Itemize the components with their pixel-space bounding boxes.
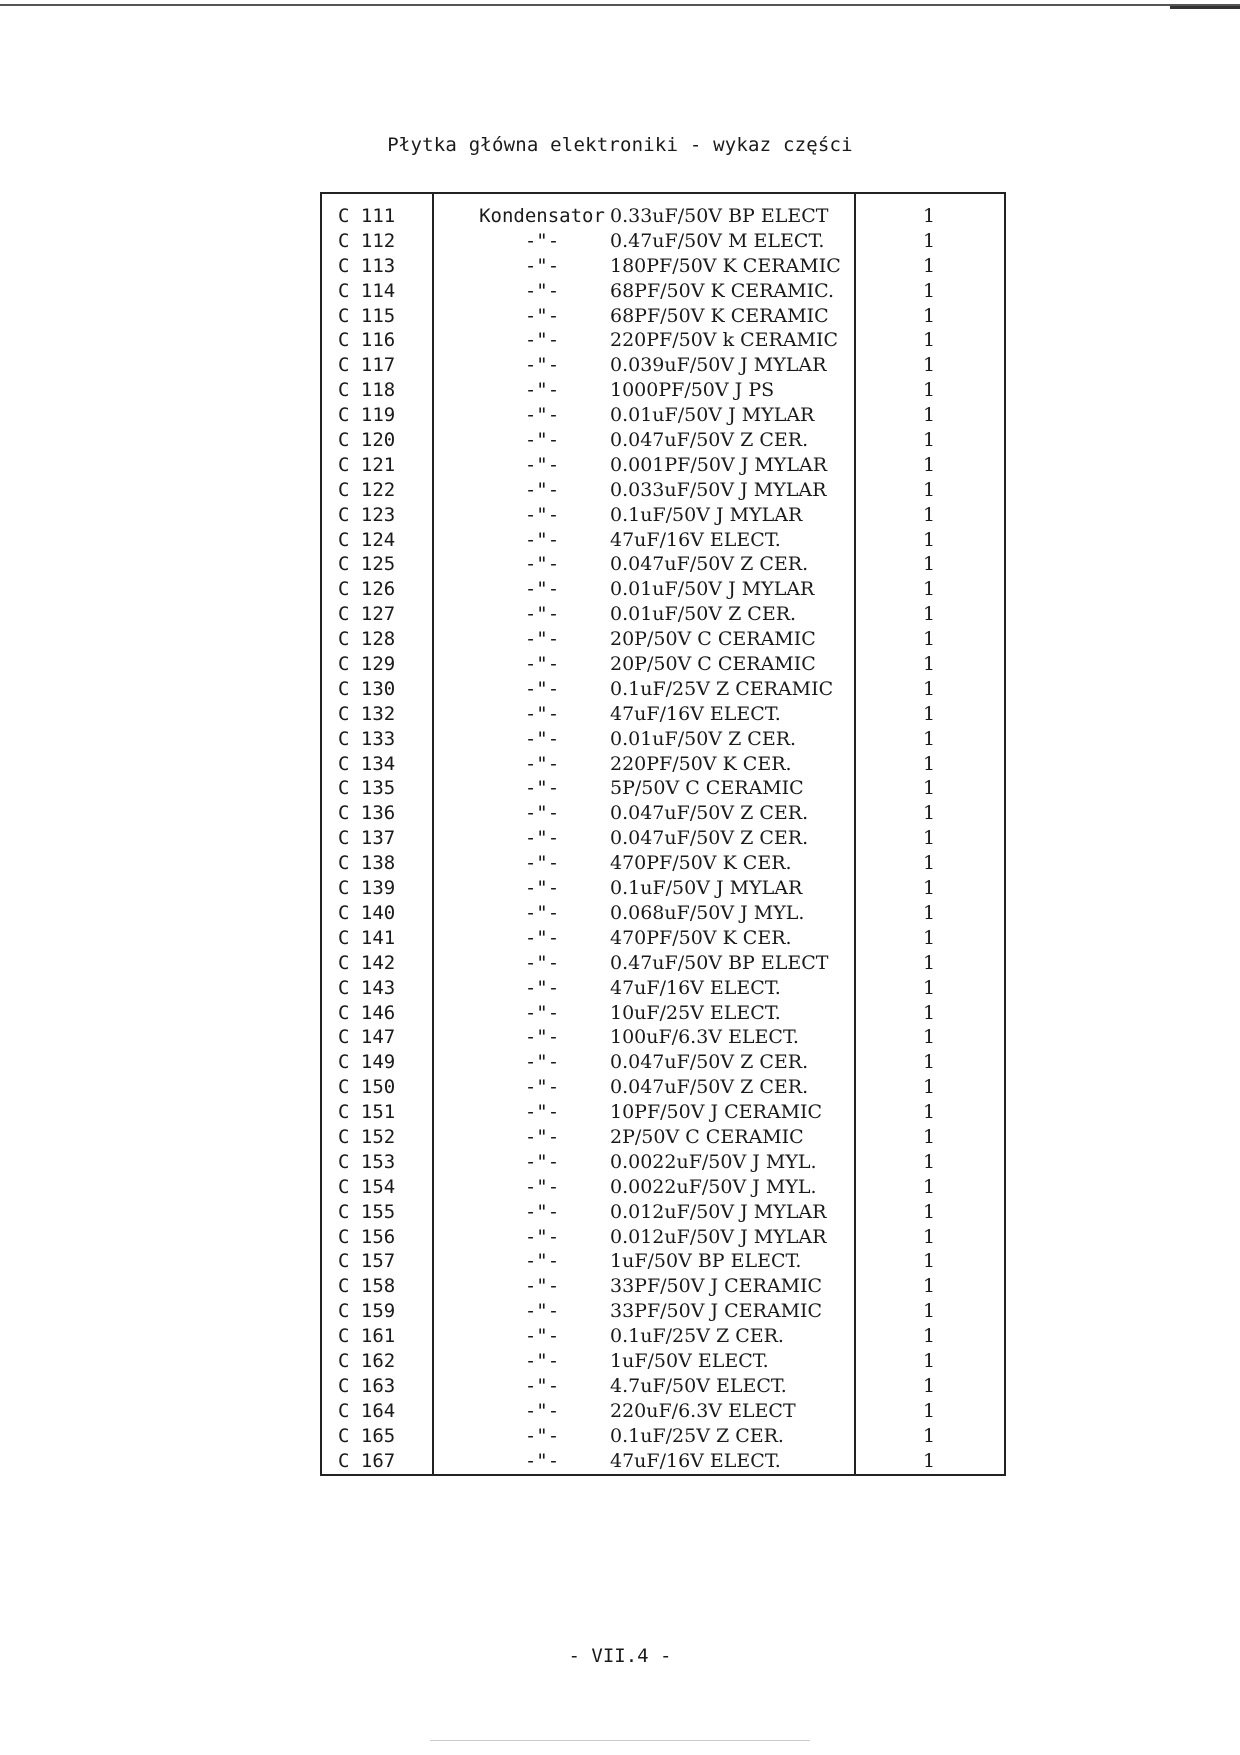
part-reference: C 113 [338, 254, 396, 277]
part-quantity: 1 [922, 1424, 936, 1447]
table-row [322, 1424, 1004, 1449]
part-value: 220PF/50V k CERAMIC [610, 329, 839, 352]
part-reference: C 163 [338, 1374, 396, 1397]
page-number: - VII.4 - [568, 1645, 672, 1667]
part-type: -"- [524, 1026, 560, 1049]
table-row [322, 652, 1004, 677]
part-value: 0.1uF/50V J MYLAR [610, 503, 803, 526]
part-reference: C 146 [338, 1001, 396, 1024]
part-reference: C 156 [338, 1225, 396, 1248]
part-quantity: 1 [922, 254, 936, 277]
table-row [322, 627, 1004, 652]
part-reference: C 159 [338, 1300, 396, 1323]
table-row [322, 776, 1004, 801]
table-row [322, 976, 1004, 1001]
part-type: -"- [524, 503, 560, 526]
part-type: -"- [524, 628, 560, 651]
part-quantity: 1 [922, 802, 936, 825]
part-reference: C 135 [338, 777, 396, 800]
part-value: 0.33uF/50V BP ELECT [610, 205, 829, 227]
part-type: -"- [524, 951, 560, 974]
part-quantity: 1 [922, 1325, 936, 1348]
part-quantity: 1 [922, 877, 936, 900]
part-value: 0.47uF/50V M ELECT. [610, 229, 825, 252]
part-reference: C 154 [338, 1175, 396, 1198]
part-quantity: 1 [922, 976, 936, 999]
part-quantity: 1 [922, 727, 936, 750]
part-value: 0.1uF/25V Z CER. [610, 1325, 784, 1348]
part-type: -"- [524, 578, 560, 601]
part-reference: C 165 [338, 1424, 396, 1447]
table-row [322, 478, 1004, 503]
part-value: 470PF/50V K CER. [610, 926, 792, 949]
part-quantity: 1 [922, 628, 936, 651]
part-type: -"- [524, 453, 560, 476]
part-type: -"- [524, 1200, 560, 1223]
part-quantity: 1 [922, 279, 936, 302]
part-reference: C 155 [338, 1200, 396, 1223]
part-quantity: 1 [922, 777, 936, 800]
part-quantity: 1 [922, 379, 936, 402]
part-reference: C 162 [338, 1349, 396, 1372]
table-row [322, 702, 1004, 727]
part-quantity: 1 [922, 205, 936, 227]
table-row [322, 901, 1004, 926]
part-quantity: 1 [922, 702, 936, 725]
table-row [322, 552, 1004, 577]
part-value: 20P/50V C CERAMIC [610, 653, 816, 676]
part-type: -"- [524, 429, 560, 452]
part-type: -"- [524, 254, 560, 277]
part-type: -"- [524, 877, 560, 900]
part-type: Kondensator [479, 205, 605, 227]
part-value: 220uF/6.3V ELECT [610, 1399, 796, 1422]
part-value: 0.01uF/50V J MYLAR [610, 404, 815, 427]
part-reference: C 167 [338, 1449, 396, 1472]
part-type: -"- [524, 1101, 560, 1124]
part-quantity: 1 [922, 1349, 936, 1372]
part-type: -"- [524, 976, 560, 999]
part-quantity: 1 [922, 1101, 936, 1124]
part-value: 10uF/25V ELECT. [610, 1001, 781, 1024]
part-type: -"- [524, 1051, 560, 1074]
table-row [322, 328, 1004, 353]
part-reference: C 127 [338, 603, 396, 626]
part-quantity: 1 [922, 1200, 936, 1223]
part-reference: C 158 [338, 1275, 396, 1298]
part-reference: C 152 [338, 1125, 396, 1148]
part-reference: C 122 [338, 478, 396, 501]
part-reference: C 117 [338, 354, 396, 377]
part-type: -"- [524, 777, 560, 800]
part-type: -"- [524, 1424, 560, 1447]
part-value: 0.047uF/50V Z CER. [610, 553, 809, 576]
part-type: -"- [524, 1250, 560, 1273]
part-value: 0.1uF/25V Z CER. [610, 1424, 784, 1447]
part-quantity: 1 [922, 1374, 936, 1397]
table-row [322, 1075, 1004, 1100]
part-reference: C 134 [338, 752, 396, 775]
table-row [322, 1100, 1004, 1125]
part-reference: C 139 [338, 877, 396, 900]
part-reference: C 112 [338, 229, 396, 252]
part-quantity: 1 [922, 1300, 936, 1323]
part-type: -"- [524, 752, 560, 775]
part-type: -"- [524, 1449, 560, 1472]
part-value: 0.047uF/50V Z CER. [610, 1051, 809, 1074]
part-type: -"- [524, 926, 560, 949]
part-reference: C 121 [338, 453, 396, 476]
part-quantity: 1 [922, 951, 936, 974]
table-row [322, 801, 1004, 826]
table-row [322, 453, 1004, 478]
part-reference: C 136 [338, 802, 396, 825]
part-quantity: 1 [922, 1250, 936, 1273]
table-row [322, 1050, 1004, 1075]
table-row [322, 353, 1004, 378]
part-quantity: 1 [922, 1051, 936, 1074]
part-reference: C 153 [338, 1150, 396, 1173]
table-row [322, 1175, 1004, 1200]
part-reference: C 123 [338, 503, 396, 526]
part-type: -"- [524, 1175, 560, 1198]
part-quantity: 1 [922, 1399, 936, 1422]
part-quantity: 1 [922, 1001, 936, 1024]
part-quantity: 1 [922, 404, 936, 427]
part-type: -"- [524, 379, 560, 402]
part-reference: C 147 [338, 1026, 396, 1049]
part-type: -"- [524, 404, 560, 427]
table-row [322, 851, 1004, 876]
part-type: -"- [524, 603, 560, 626]
part-value: 0.047uF/50V Z CER. [610, 429, 809, 452]
part-reference: C 120 [338, 429, 396, 452]
table-row [322, 254, 1004, 279]
part-quantity: 1 [922, 578, 936, 601]
part-type: -"- [524, 852, 560, 875]
part-type: -"- [524, 653, 560, 676]
part-quantity: 1 [922, 1150, 936, 1173]
part-value: 33PF/50V J CERAMIC [610, 1275, 823, 1298]
part-quantity: 1 [922, 603, 936, 626]
part-quantity: 1 [922, 827, 936, 850]
table-row [322, 1349, 1004, 1374]
part-quantity: 1 [922, 354, 936, 377]
part-value: 0.039uF/50V J MYLAR [610, 354, 827, 377]
table-row [322, 1150, 1004, 1175]
table-row [322, 1249, 1004, 1274]
part-reference: C 143 [338, 976, 396, 999]
part-quantity: 1 [922, 503, 936, 526]
table-row [322, 951, 1004, 976]
table-row [322, 926, 1004, 951]
table-row [322, 1225, 1004, 1250]
table-row [322, 279, 1004, 304]
part-reference: C 149 [338, 1051, 396, 1074]
part-value: 0.1uF/50V J MYLAR [610, 877, 803, 900]
part-value: 0.033uF/50V J MYLAR [610, 478, 827, 501]
part-type: -"- [524, 901, 560, 924]
part-value: 20P/50V C CERAMIC [610, 628, 816, 651]
table-row [322, 503, 1004, 528]
table-row [322, 677, 1004, 702]
part-value: 0.01uF/50V J MYLAR [610, 578, 815, 601]
table-row [322, 577, 1004, 602]
table-row [322, 1001, 1004, 1026]
table-row [322, 876, 1004, 901]
part-value: 10PF/50V J CERAMIC [610, 1101, 823, 1124]
part-type: -"- [524, 802, 560, 825]
part-value: 0.068uF/50V J MYL. [610, 901, 805, 924]
part-quantity: 1 [922, 677, 936, 700]
part-quantity: 1 [922, 229, 936, 252]
part-type: -"- [524, 1349, 560, 1372]
table-row [322, 1025, 1004, 1050]
part-quantity: 1 [922, 1026, 936, 1049]
table-row [322, 304, 1004, 329]
part-value: 0.012uF/50V J MYLAR [610, 1225, 827, 1248]
table-row [322, 1125, 1004, 1150]
part-reference: C 125 [338, 553, 396, 576]
part-value: 4.7uF/50V ELECT. [610, 1374, 787, 1397]
table-row [322, 1399, 1004, 1424]
part-quantity: 1 [922, 453, 936, 476]
table-row [322, 1324, 1004, 1349]
table-row [322, 752, 1004, 777]
top-rule [0, 4, 1240, 6]
part-value: 220PF/50V K CER. [610, 752, 792, 775]
part-value: 47uF/16V ELECT. [610, 528, 781, 551]
table-row [322, 229, 1004, 254]
part-quantity: 1 [922, 1449, 936, 1472]
part-quantity: 1 [922, 1225, 936, 1248]
part-reference: C 140 [338, 901, 396, 924]
part-reference: C 115 [338, 304, 396, 327]
part-quantity: 1 [922, 553, 936, 576]
table-row [322, 428, 1004, 453]
part-quantity: 1 [922, 1125, 936, 1148]
part-quantity: 1 [922, 478, 936, 501]
part-type: -"- [524, 727, 560, 750]
part-value: 1uF/50V BP ELECT. [610, 1250, 802, 1273]
part-value: 47uF/16V ELECT. [610, 976, 781, 999]
part-value: 0.0022uF/50V J MYL. [610, 1175, 817, 1198]
part-type: -"- [524, 1275, 560, 1298]
part-type: -"- [524, 304, 560, 327]
part-quantity: 1 [922, 653, 936, 676]
part-value: 1000PF/50V J PS [610, 379, 775, 402]
table-row [322, 727, 1004, 752]
part-reference: C 151 [338, 1101, 396, 1124]
part-quantity: 1 [922, 528, 936, 551]
parts-table [320, 192, 1006, 1476]
part-value: 100uF/6.3V ELECT. [610, 1026, 799, 1049]
part-type: -"- [524, 1225, 560, 1248]
part-value: 0.047uF/50V Z CER. [610, 1076, 809, 1099]
part-value: 0.1uF/25V Z CERAMIC [610, 677, 834, 700]
part-value: 0.47uF/50V BP ELECT [610, 951, 829, 974]
part-reference: C 114 [338, 279, 396, 302]
part-type: -"- [524, 1300, 560, 1323]
part-reference: C 124 [338, 528, 396, 551]
part-quantity: 1 [922, 1175, 936, 1198]
part-type: -"- [524, 1374, 560, 1397]
part-type: -"- [524, 528, 560, 551]
part-reference: C 141 [338, 926, 396, 949]
part-quantity: 1 [922, 1275, 936, 1298]
table-row [322, 826, 1004, 851]
part-value: 68PF/50V K CERAMIC [610, 304, 829, 327]
part-value: 0.01uF/50V Z CER. [610, 727, 797, 750]
part-quantity: 1 [922, 901, 936, 924]
table-row [322, 1274, 1004, 1299]
part-quantity: 1 [922, 926, 936, 949]
part-reference: C 164 [338, 1399, 396, 1422]
part-reference: C 132 [338, 702, 396, 725]
part-quantity: 1 [922, 752, 936, 775]
part-type: -"- [524, 702, 560, 725]
table-row [322, 378, 1004, 403]
part-value: 1uF/50V ELECT. [610, 1349, 769, 1372]
part-type: -"- [524, 229, 560, 252]
part-value: 180PF/50V K CERAMIC [610, 254, 841, 277]
table-row [322, 528, 1004, 553]
part-value: 0.01uF/50V Z CER. [610, 603, 797, 626]
part-reference: C 129 [338, 653, 396, 676]
part-reference: C 157 [338, 1250, 396, 1273]
part-value: 47uF/16V ELECT. [610, 1449, 781, 1472]
part-reference: C 161 [338, 1325, 396, 1348]
part-reference: C 126 [338, 578, 396, 601]
part-value: 0.012uF/50V J MYLAR [610, 1200, 827, 1223]
part-type: -"- [524, 1150, 560, 1173]
part-reference: C 111 [338, 205, 396, 227]
part-reference: C 142 [338, 951, 396, 974]
table-rows [322, 204, 1004, 1473]
part-reference: C 116 [338, 329, 396, 352]
part-reference: C 130 [338, 677, 396, 700]
part-type: -"- [524, 1076, 560, 1099]
table-row [322, 1374, 1004, 1399]
part-reference: C 137 [338, 827, 396, 850]
part-quantity: 1 [922, 1076, 936, 1099]
page-title: Płytka główna elektroniki - wykaz części [387, 134, 853, 156]
part-value: 5P/50V C CERAMIC [610, 777, 804, 800]
table-row [322, 1299, 1004, 1324]
part-type: -"- [524, 279, 560, 302]
part-quantity: 1 [922, 852, 936, 875]
part-value: 47uF/16V ELECT. [610, 702, 781, 725]
table-row [322, 602, 1004, 627]
part-value: 0.0022uF/50V J MYL. [610, 1150, 817, 1173]
part-value: 0.047uF/50V Z CER. [610, 827, 809, 850]
part-value: 470PF/50V K CER. [610, 852, 792, 875]
part-reference: C 128 [338, 628, 396, 651]
part-reference: C 138 [338, 852, 396, 875]
part-quantity: 1 [922, 329, 936, 352]
part-value: 68PF/50V K CERAMIC. [610, 279, 835, 302]
top-rule-accent [1170, 6, 1240, 9]
part-type: -"- [524, 478, 560, 501]
part-reference: C 150 [338, 1076, 396, 1099]
part-type: -"- [524, 1001, 560, 1024]
part-type: -"- [524, 354, 560, 377]
part-reference: C 119 [338, 404, 396, 427]
part-type: -"- [524, 677, 560, 700]
table-row [322, 403, 1004, 428]
part-type: -"- [524, 1125, 560, 1148]
part-value: 2P/50V C CERAMIC [610, 1125, 804, 1148]
part-quantity: 1 [922, 304, 936, 327]
part-quantity: 1 [922, 429, 936, 452]
part-type: -"- [524, 1399, 560, 1422]
part-type: -"- [524, 1325, 560, 1348]
part-value: 33PF/50V J CERAMIC [610, 1300, 823, 1323]
part-reference: C 118 [338, 379, 396, 402]
part-reference: C 133 [338, 727, 396, 750]
part-type: -"- [524, 553, 560, 576]
part-type: -"- [524, 827, 560, 850]
part-value: 0.047uF/50V Z CER. [610, 802, 809, 825]
table-row [322, 1449, 1004, 1474]
part-type: -"- [524, 329, 560, 352]
part-value: 0.001PF/50V J MYLAR [610, 453, 827, 476]
table-row [322, 204, 1004, 229]
table-row [322, 1200, 1004, 1225]
bottom-rule [430, 1740, 810, 1741]
